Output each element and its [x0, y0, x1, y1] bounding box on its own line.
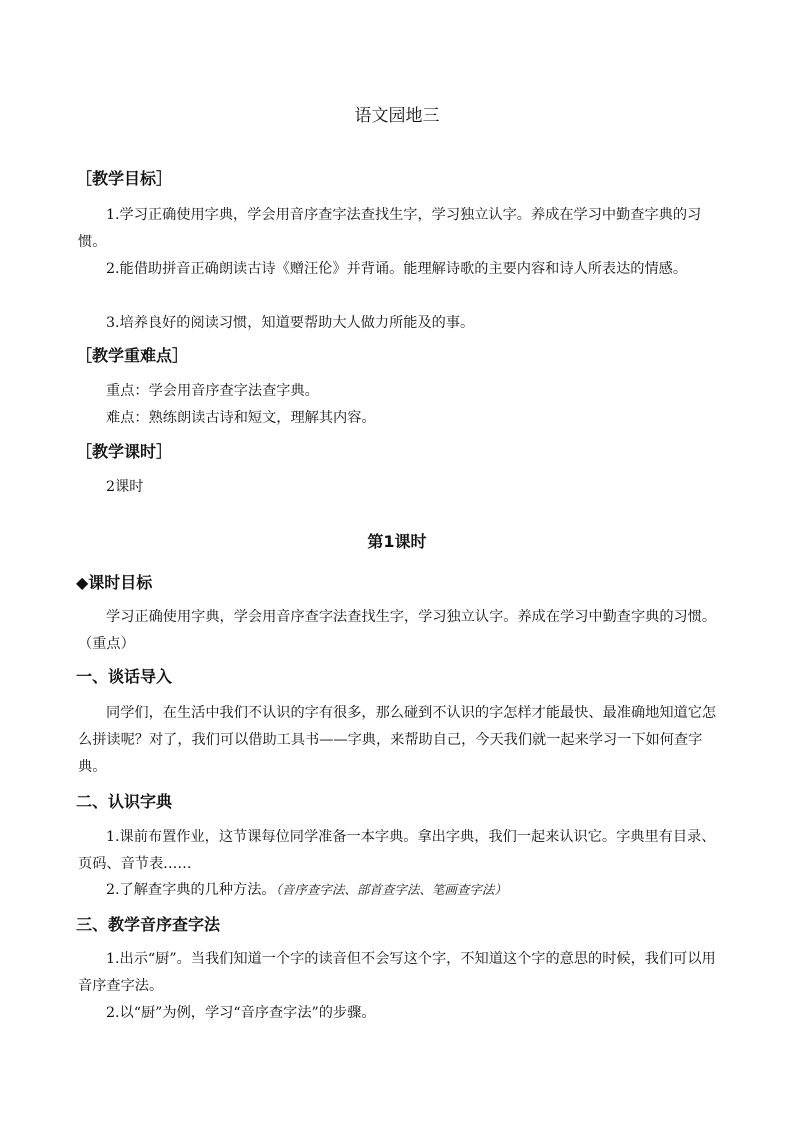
heading-key-points: ［教学重难点］ — [76, 346, 189, 365]
key-point-item-2: 难点：熟练朗读古诗和短文，理解其内容。 — [106, 410, 376, 426]
part-2-item-2: 2.了解查字典的几种方法。（音序查字法、部首查字法、笔画查字法） — [106, 882, 507, 898]
part-1-text: 同学们，在生活中我们不认识的字有很多，那么碰到不认识的字怎样才能最快、最准确地知道它怎么拼读呢？对了，我们可以借助工具书——字典，来帮助自己，今天我们就一起来学习一下如何查字典。 — [78, 705, 717, 775]
lesson-1-title: 第1课时 — [367, 532, 427, 551]
goal-item-1: 1.学习正确使用字典，学会用音序查字法查找生字，学习独立认字。养成在学习中勤查字典的习惯。 — [78, 207, 702, 250]
heading-part-1: 一、谈话导入 — [76, 667, 173, 686]
heading-class-hours: ［教学课时］ — [76, 442, 173, 461]
part-2-item-1: 1.课前布置作业，这节课每位同学准备一本字典。拿出字典，我们一起来认识它。字典里有目录、页码、音节表…… — [78, 829, 716, 872]
heading-part-3: 三、教学音序查字法 — [76, 915, 221, 934]
key-point-item-1: 重点：学会用音序查字法查字典。 — [106, 383, 319, 399]
goal-item-3: 3.培养良好的阅读习惯，知道要帮助大人做力所能及的事。 — [106, 315, 475, 331]
heading-part-2: 二、认识字典 — [76, 792, 173, 811]
class-hours-text: 2课时 — [106, 479, 144, 495]
goal-item-2: 2.能借助拼音正确朗读古诗《赠汪伦》并背诵。能理解诗歌的主要内容和诗人所表达的情感。 — [106, 261, 688, 277]
lesson-objective-text: 学习正确使用字典，学会用音序查字法查找生字，学习独立认字。养成在学习中勤查字典的习惯。（重点） — [78, 609, 717, 652]
document-title: 语文园地三 — [354, 106, 440, 126]
heading-lesson-objective: ◆课时目标 — [76, 573, 153, 592]
heading-teaching-goals: ［教学目标］ — [76, 169, 173, 188]
search-methods-note: （音序查字法、部首查字法、笔画查字法） — [275, 882, 507, 897]
part-3-item-1: 1.出示“厨”。当我们知道一个字的读音但不会写这个字，不知道这个字的意思的时候，我们可以用音序查字法。 — [78, 951, 716, 994]
part-3-item-2: 2.以“厨”为例，学习“音序查字法”的步骤。 — [106, 1005, 376, 1021]
